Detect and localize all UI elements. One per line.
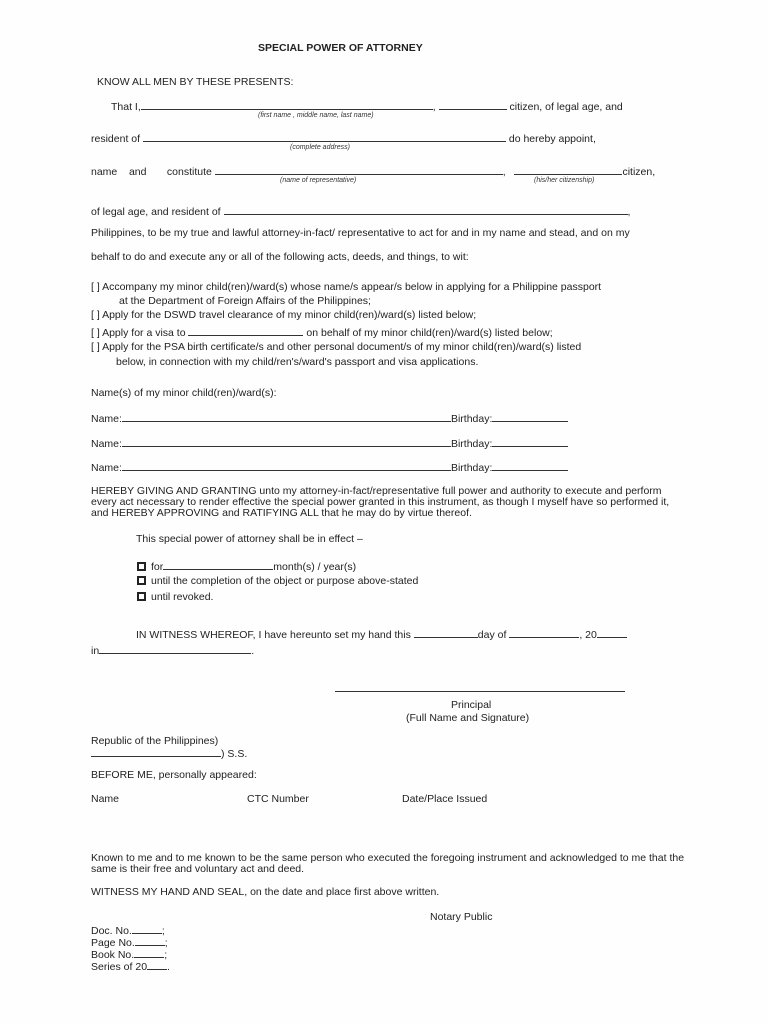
representative-name-caption: (name of representative)	[280, 177, 357, 184]
book-no-label: Book No.	[91, 949, 135, 961]
citizenship-caption: (his/her citizenship)	[534, 177, 595, 184]
doc-no-blank[interactable]	[132, 923, 162, 934]
witness-place-line	[91, 643, 254, 658]
duration-unit: month(s) / year(s)	[273, 561, 357, 573]
granting-paragraph: HEREBY GIVING AND GRANTING unto my attorney-in-fact/representative full power and authority to execute and perform every act necessary to render effective the special power granted in this instrument, as though I myself have so performed it, and HEREBY APPROVING and RATIFYING ALL that he may do by virtue thereof.	[91, 485, 670, 519]
duration-blank[interactable]	[163, 559, 273, 570]
minor-birthday-blank[interactable]	[492, 460, 568, 471]
acknowledgement-paragraph: Known to me and to me known to be the same person who executed the foregoing instrument and acknowledged to me that the same is their free and voluntary act and deed.	[91, 852, 685, 875]
witness-line	[136, 627, 627, 642]
col-date: Date/Place Issued	[402, 793, 488, 805]
series-line	[91, 959, 170, 973]
series-blank[interactable]	[147, 959, 167, 970]
visa-country-blank[interactable]	[188, 325, 303, 336]
that-i-label: That I,	[111, 101, 141, 113]
minor-birthday-blank[interactable]	[492, 436, 568, 447]
rep-address-blank[interactable]	[224, 204, 628, 215]
appoint-label: do hereby appoint,	[508, 133, 596, 145]
citizen-label: citizen,	[622, 166, 656, 178]
minor-name-label: Name:	[91, 438, 122, 450]
witness-text: IN WITNESS WHEREOF, I have hereunto set my hand this	[136, 629, 411, 641]
effect-option-duration[interactable]	[137, 559, 356, 574]
venue-blank[interactable]	[91, 746, 221, 757]
republic-label: Republic of the Philippines)	[91, 735, 219, 747]
rep-resident-label: of legal age, and resident of	[91, 206, 221, 218]
principal-name-blank[interactable]	[141, 99, 433, 110]
for-label: for	[151, 561, 164, 573]
day-of-label: day of	[477, 629, 507, 641]
page-no-label: Page No.	[91, 937, 135, 949]
place-blank[interactable]	[99, 643, 251, 654]
year-blank[interactable]	[597, 627, 627, 638]
in-label: in	[91, 645, 100, 657]
month-blank[interactable]	[509, 627, 579, 638]
doc-no-label: Doc. No.	[91, 925, 132, 937]
page-no-blank[interactable]	[135, 935, 165, 946]
option-dswd[interactable]: [ ] Apply for the DSWD travel clearance of my minor child(ren)/ward(s) listed below;	[91, 309, 477, 321]
day-blank[interactable]	[414, 627, 478, 638]
principal-name-caption: (first name , middle name, last name)	[258, 112, 374, 119]
ss-label: ) S.S.	[221, 748, 248, 760]
representative-citizenship-blank[interactable]	[514, 164, 622, 175]
minor-name-label: Name:	[91, 413, 122, 425]
effect-option-revoked[interactable]	[137, 591, 213, 604]
completion-label: until the completion of the object or purpose above-stated	[151, 575, 419, 587]
checkbox[interactable]	[137, 562, 146, 571]
principal-sub-label: (Full Name and Signature)	[406, 712, 530, 724]
visa-label: [ ] Apply for a visa to	[91, 327, 186, 339]
comma: ,	[432, 101, 436, 113]
rep-residence-line	[91, 204, 630, 219]
document-title: SPECIAL POWER OF ATTORNEY	[258, 42, 423, 54]
minor-row	[91, 436, 568, 451]
constitute-word: constitute	[166, 166, 212, 178]
acts-clause: behalf to do and execute any or all of the following acts, deeds, and things, to wit:	[91, 251, 469, 263]
intro-text: KNOW ALL MEN BY THESE PRESENTS:	[97, 76, 294, 88]
col-ctc: CTC Number	[247, 793, 309, 805]
attorney-clause: Philippines, to be my true and lawful attorney-in-fact/ representative to act for and in my name and stead, and on my	[91, 227, 630, 239]
address-caption: (complete address)	[290, 144, 350, 151]
witness-seal-text: WITNESS MY HAND AND SEAL, on the date and place first above written.	[91, 886, 440, 898]
revoked-label: until revoked.	[151, 591, 214, 603]
principal-label: Principal	[451, 699, 492, 711]
minor-name-blank[interactable]	[122, 411, 451, 422]
minors-heading: Name(s) of my minor child(ren)/ward(s):	[91, 387, 277, 399]
minor-name-label: Name:	[91, 462, 122, 474]
series-label: Series of 20	[91, 961, 148, 973]
minor-birthday-blank[interactable]	[492, 411, 568, 422]
notary-public-label: Notary Public	[430, 911, 493, 923]
checkbox[interactable]	[137, 592, 146, 601]
checkbox[interactable]	[137, 576, 146, 585]
option-visa[interactable]	[91, 325, 553, 340]
minor-birthday-label: Birthday:	[450, 438, 493, 450]
visa-label-cont: on behalf of my minor child(ren)/ward(s) listed below;	[306, 327, 553, 339]
representative-name-blank[interactable]	[215, 164, 503, 175]
resident-of-label: resident of	[91, 133, 141, 145]
option-passport-cont: at the Department of Foreign Affairs of the Philippines;	[119, 295, 371, 307]
minor-row	[91, 411, 568, 426]
effect-option-completion[interactable]	[137, 575, 418, 588]
minor-birthday-label: Birthday:	[450, 413, 493, 425]
option-psa[interactable]: [ ] Apply for the PSA birth certificate/s and other personal document/s of my minor child(ren)/ward(s) listed	[91, 341, 582, 353]
book-no-blank[interactable]	[134, 947, 164, 958]
option-psa-cont: below, in connection with my child/ren's/ward's passport and visa applications.	[116, 356, 479, 368]
period: .	[251, 645, 255, 657]
ss-line	[91, 746, 247, 761]
name-word: name	[91, 166, 118, 178]
minor-birthday-label: Birthday:	[450, 462, 493, 474]
and-word: and	[128, 166, 147, 178]
minor-name-blank[interactable]	[122, 436, 451, 447]
effect-heading: This special power of attorney shall be in effect –	[136, 533, 363, 545]
semicolon: ;	[161, 925, 165, 937]
semicolon: ;	[164, 949, 168, 961]
year-label: , 20	[579, 629, 597, 641]
principal-citizenship-blank[interactable]	[439, 99, 507, 110]
citizen-label: citizen, of legal age, and	[509, 101, 623, 113]
before-me-text: BEFORE ME, personally appeared:	[91, 769, 257, 781]
minor-row	[91, 460, 568, 475]
option-passport[interactable]: [ ] Accompany my minor child(ren)/ward(s) whose name/s appear/s below in applying for a Philippine passport	[91, 281, 602, 293]
semicolon: ;	[164, 937, 168, 949]
minor-name-blank[interactable]	[122, 460, 451, 471]
comma: ,	[627, 206, 631, 218]
period: .	[167, 961, 170, 973]
principal-signature-line[interactable]	[335, 691, 625, 692]
col-name: Name	[91, 793, 120, 805]
address-blank[interactable]	[143, 131, 506, 142]
comma: ,	[502, 166, 506, 178]
